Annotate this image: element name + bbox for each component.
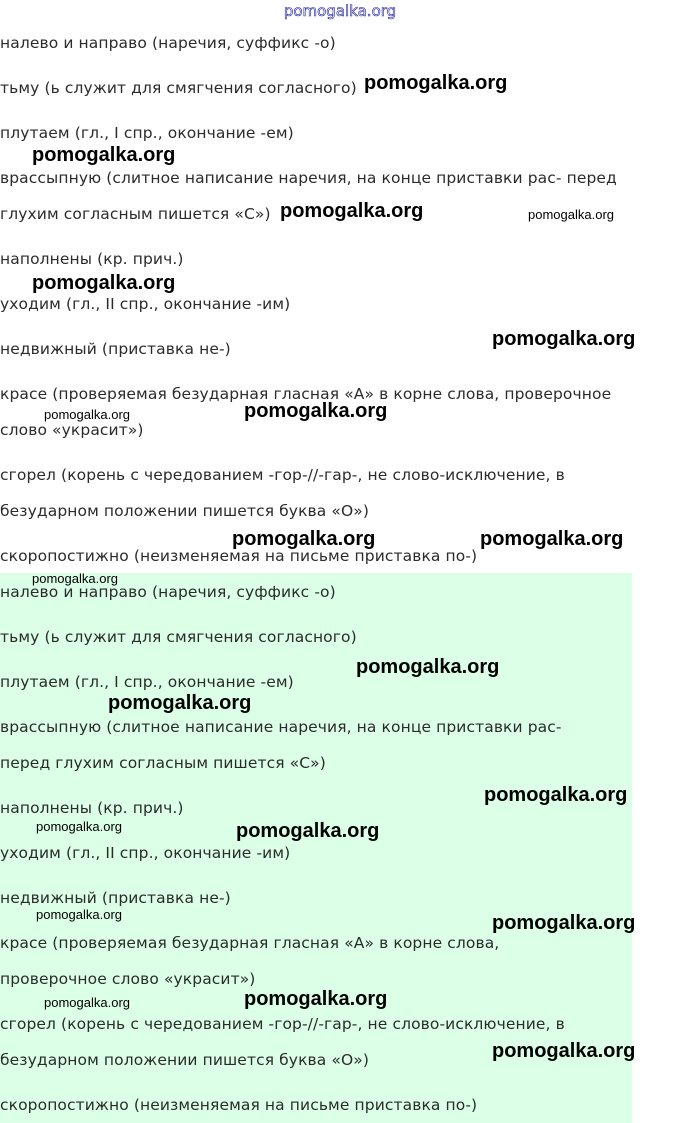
text-line: глухим согласным пишется «С») (0, 205, 271, 223)
watermark: pomogalka.org (364, 72, 508, 94)
text-line: налево и направо (наречия, суффикс -о) (0, 583, 336, 601)
watermark: pomogalka.org (280, 200, 424, 222)
watermark: pomogalka.org (32, 272, 176, 294)
text-line: врассыпную (слитное написание наречия, на конце приставки рас- перед (0, 169, 617, 187)
text-line: наполнены (кр. прич.) (0, 799, 184, 817)
watermark: pomogalka.org (492, 328, 636, 350)
text-line: безударном положении пишется буква «О») (0, 502, 370, 520)
watermark: pomogalka.org (528, 207, 614, 222)
text-line: сгорел (корень с чередованием -гор-//-гар-, не слово-исключение, в (0, 1015, 565, 1033)
watermark: pomogalka.org (484, 784, 628, 806)
watermark: pomogalka.org (44, 995, 130, 1010)
text-line: красе (проверяемая безударная гласная «А» в корне слова, проверочное (0, 385, 612, 403)
text-line: проверочное слово «украсит») (0, 970, 256, 988)
watermark: pomogalka.org (244, 400, 388, 422)
text-line: скоропостижно (неизменяемая на письме приставка по-) (0, 1096, 478, 1114)
text-line: безударном положении пишется буква «О») (0, 1051, 370, 1069)
watermark: pomogalka.org (44, 407, 130, 422)
text-line: недвижный (приставка не-) (0, 889, 231, 907)
watermark: pomogalka.org (32, 571, 118, 586)
watermark: pomogalka.org (36, 819, 122, 834)
text-line: перед глухим согласным пишется «С») (0, 754, 326, 772)
watermark: pomogalka.org (244, 988, 388, 1010)
text-line: сгорел (корень с чередованием -гор-//-гар-, не слово-исключение, в (0, 466, 565, 484)
text-line: красе (проверяемая безударная гласная «А» в корне слова, (0, 934, 500, 952)
watermark: pomogalka.org (108, 692, 252, 714)
text-line: тьму (ь служит для смягчения согласного) (0, 628, 357, 646)
text-line: слово «украсит») (0, 421, 144, 439)
text-line: налево и направо (наречия, суффикс -о) (0, 34, 336, 52)
text-line: уходим (гл., II спр., окончание -им) (0, 844, 291, 862)
watermark: pomogalka.org (492, 912, 636, 934)
watermark: pomogalka.org (32, 144, 176, 166)
watermark: pomogalka.org (356, 656, 500, 678)
text-line: скоропостижно (неизменяемая на письме приставка по-) (0, 547, 478, 565)
text-line: уходим (гл., II спр., окончание -им) (0, 295, 291, 313)
header-watermark: pomogalka.org (283, 2, 397, 20)
watermark: pomogalka.org (480, 528, 624, 550)
watermark: pomogalka.org (236, 820, 380, 842)
text-line: тьму (ь служит для смягчения согласного) (0, 79, 357, 97)
text-line: наполнены (кр. прич.) (0, 250, 184, 268)
text-line: недвижный (приставка не-) (0, 340, 231, 358)
watermark: pomogalka.org (492, 1040, 636, 1062)
watermark: pomogalka.org (36, 907, 122, 922)
text-line: плутаем (гл., I спр., окончание -ем) (0, 673, 294, 691)
text-line: врассыпную (слитное написание наречия, на конце приставки рас- (0, 718, 562, 736)
watermark: pomogalka.org (232, 528, 376, 550)
text-line: плутаем (гл., I спр., окончание -ем) (0, 124, 294, 142)
